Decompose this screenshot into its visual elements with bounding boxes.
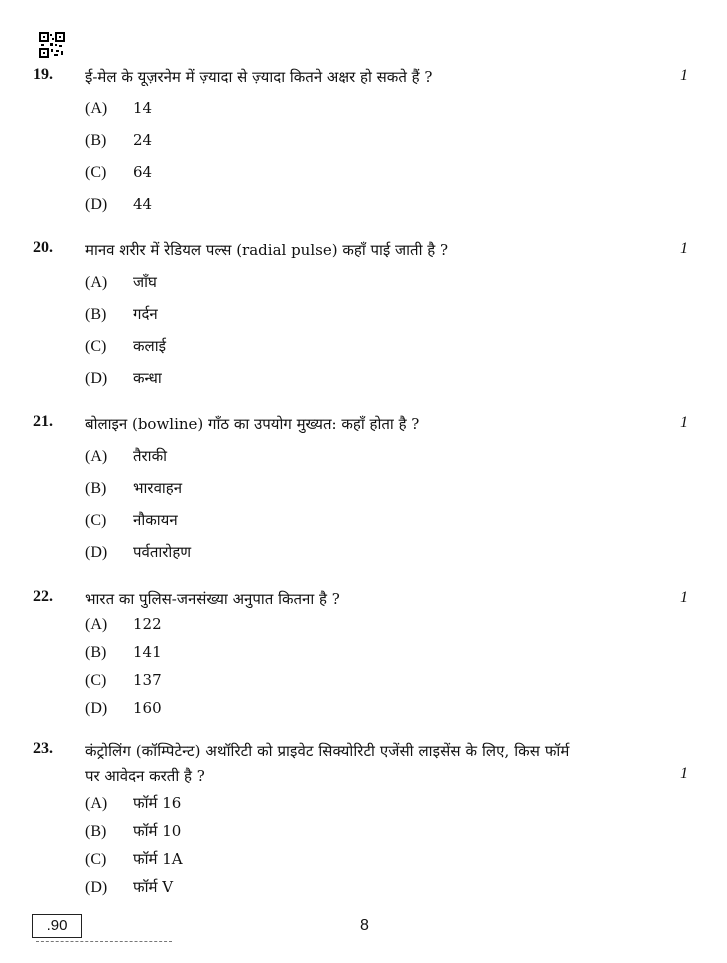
option-label: (B) <box>85 132 107 149</box>
option-a <box>85 99 152 118</box>
question-marks: 1 <box>680 414 688 431</box>
option-text: नौकायन <box>133 511 178 529</box>
option-d <box>85 195 152 214</box>
option-text: 64 <box>133 163 153 181</box>
question-text-line2: पर आवेदन करती है ? <box>85 767 205 785</box>
option-label: (D) <box>85 370 108 387</box>
option-label: (C) <box>85 164 107 181</box>
option-c <box>85 336 166 356</box>
question-text: भारत का पुलिस-जनसंख्या अनुपात कितना है ? <box>85 590 340 608</box>
option-text: 14 <box>133 99 153 117</box>
question-number: 23. <box>33 740 53 757</box>
option-text: 24 <box>133 131 153 149</box>
option-b <box>85 821 181 841</box>
option-label: (B) <box>85 823 107 840</box>
option-label: (C) <box>85 512 107 529</box>
question-number: 22. <box>33 588 53 605</box>
option-label: (A) <box>85 795 108 812</box>
question-marks: 1 <box>680 240 688 257</box>
option-c <box>85 163 152 182</box>
option-a <box>85 615 162 634</box>
option-label: (B) <box>85 480 107 497</box>
code-underline <box>36 941 172 942</box>
option-text: फॉर्म 16 <box>133 794 182 812</box>
option-c <box>85 510 178 530</box>
option-text: तैराकी <box>133 447 167 465</box>
option-text: 44 <box>133 195 153 213</box>
option-d <box>85 877 173 897</box>
qr-code-icon <box>39 32 65 58</box>
question-number: 20. <box>33 239 53 256</box>
question-marks: 1 <box>680 765 688 782</box>
paper-code-box: .90 <box>32 914 82 938</box>
option-c <box>85 671 162 690</box>
option-label: (C) <box>85 338 107 355</box>
question-marks: 1 <box>680 67 688 84</box>
option-text: कन्धा <box>133 369 162 387</box>
page-number: 8 <box>360 917 369 934</box>
option-label: (D) <box>85 879 108 896</box>
option-a <box>85 446 167 466</box>
question-text: ई-मेल के यूज़रनेम में ज़्यादा से ज़्यादा कितने अक्षर हो सकते हैं ? <box>85 68 433 86</box>
option-text: पर्वतारोहण <box>133 543 192 561</box>
option-label: (C) <box>85 672 107 689</box>
option-label: (B) <box>85 644 107 661</box>
option-text: 122 <box>133 615 162 633</box>
option-label: (C) <box>85 851 107 868</box>
option-text: फॉर्म V <box>133 878 174 896</box>
option-label: (A) <box>85 274 108 291</box>
option-text: गर्दन <box>133 305 158 323</box>
option-text: फॉर्म 1A <box>133 850 183 868</box>
option-label: (D) <box>85 544 108 561</box>
option-text: जाँघ <box>133 273 157 291</box>
question-text: मानव शरीर में रेडियल पल्स (radial pulse) कहाँ पाई जाती है ? <box>85 241 449 259</box>
question-number: 21. <box>33 413 53 430</box>
option-d <box>85 368 162 388</box>
option-text: फॉर्म 10 <box>133 822 182 840</box>
option-b <box>85 643 162 662</box>
option-b <box>85 478 182 498</box>
option-label: (A) <box>85 616 108 633</box>
option-text: 160 <box>133 699 162 717</box>
option-a <box>85 272 157 292</box>
option-label: (D) <box>85 196 108 213</box>
option-c <box>85 849 183 869</box>
option-b <box>85 304 158 324</box>
option-label: (A) <box>85 448 108 465</box>
option-text: भारवाहन <box>133 479 183 497</box>
question-marks: 1 <box>680 589 688 606</box>
option-d <box>85 542 191 562</box>
question-text: बोलाइन (bowline) गाँठ का उपयोग मुख्यत: कहाँ होता है ? <box>85 415 420 433</box>
question-number: 19. <box>33 66 53 83</box>
option-a <box>85 793 181 813</box>
option-label: (B) <box>85 306 107 323</box>
option-text: कलाई <box>133 337 166 355</box>
option-label: (A) <box>85 100 108 117</box>
option-text: 137 <box>133 671 162 689</box>
question-text-line1: कंट्रोलिंग (कॉम्पिटेन्ट) अथॉरिटी को प्राइवेट सिक्योरिटी एजेंसी लाइसेंस के लिए, किस फॉर्म <box>85 742 570 760</box>
option-text: 141 <box>133 643 162 661</box>
option-b <box>85 131 152 150</box>
option-d <box>85 699 162 718</box>
option-label: (D) <box>85 700 108 717</box>
